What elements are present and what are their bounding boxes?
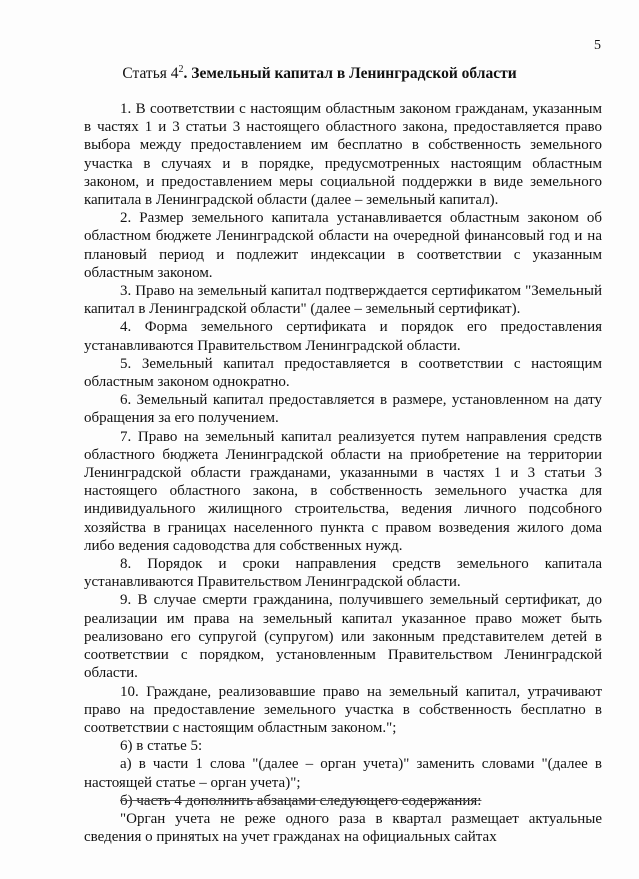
paragraph-6: 6. Земельный капитал предоставляется в размере, установленном на дату обращения за его получением. <box>84 392 602 427</box>
amendment-item-a: а) в части 1 слова "(далее – орган учета)" заменить словами "(далее в настоящей статье – орган учета)"; <box>84 756 602 791</box>
article-heading <box>0 64 639 83</box>
paragraph-9: 9. В случае смерти гражданина, получившего земельный сертификат, до реализации им права на земельный капитал указанное право может быть реализовано его супругой (супругом) или законным представителем детей в соответствии с порядком, установленным Правительством Ленинградской области. <box>84 592 602 682</box>
amendment-item-6: 6) в статье 5: <box>120 738 203 755</box>
quoted-text: "Орган учета не реже одного раза в квартал размещает актуальные сведения о принятых на учет гражданах на официальных сайтах <box>84 810 602 846</box>
paragraph-7: 7. Право на земельный капитал реализуется путем направления средств областного бюджета Ленинградской области на приобретение на территории Ленинградской области гражданами, указанными в частях 1 и 3 статьи 3 настоящего областного закона, в собственность земельного участка для индивидуального жилищного строительства, ведения личного подсобного хозяйства в границах населенного пункта с правом возведения жилого дома либо ведения садоводства для собственных нужд. <box>84 428 602 554</box>
paragraph-3: 3. Право на земельный капитал подтверждается сертификатом "Земельный капитал в Ленинградской области" (далее – земельный сертификат). <box>84 283 602 318</box>
paragraph-10: 10. Граждане, реализовавшие право на земельный капитал, утрачивают право на предоставление земельного участка в собственность бесплатно в соответствии с настоящим областным законом."; <box>84 683 602 736</box>
article-heading-title: . Земельный капитал в Ленинградской области <box>183 65 517 83</box>
paragraph-4: 4. Форма земельного сертификата и порядок его предоставления устанавливаются Правительством Ленинградской области. <box>84 319 602 354</box>
amendment-item-b-text: б) часть 4 дополнить абзацами следующего содержания: <box>120 792 482 809</box>
paragraph-8: 8. Порядок и сроки направления средств земельного капитала устанавливаются Правительством Ленинградской области. <box>84 556 602 591</box>
article-heading-prefix: Статья 4 <box>122 65 179 83</box>
page-number: 5 <box>594 38 601 53</box>
paragraph-1: 1. В соответствии с настоящим областным законом гражданам, указанным в частях 1 и 3 статьи 3 настоящего областного закона, предоставляется право выбора между предоставлением им бесплатно в собственность земельного участка в случаях и в порядке, предусмотренных настоящим областным законом, и предоставлением меры социальной поддержки в виде земельного капитала в Ленинградской области (далее – земельный капитал). <box>84 101 602 209</box>
article-body <box>84 100 602 846</box>
amendment-item-b <box>84 792 602 810</box>
article-heading-superscript: 2 <box>178 64 184 75</box>
paragraph-5: 5. Земельный капитал предоставляется в соответствии с настоящим областным законом однократно. <box>84 355 602 391</box>
paragraph-2: 2. Размер земельного капитала устанавливается областным законом об областном бюджете Ленинградской области на очередной финансовый год и на плановый период и подлежит индексации в соответствии с указанным областным законом. <box>84 210 602 281</box>
